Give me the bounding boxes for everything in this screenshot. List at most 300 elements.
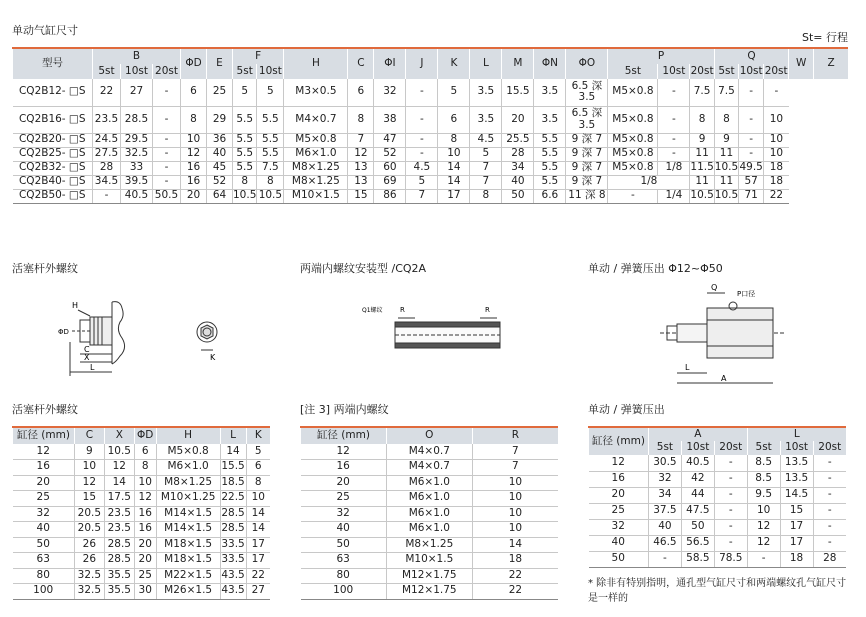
table-cell: 8	[257, 175, 284, 189]
table-cell: 43.5	[220, 584, 246, 600]
table-cell: 6.5 深 3.5	[566, 79, 608, 106]
table-cell: M22×1.5	[156, 568, 220, 584]
table-cell: -	[648, 551, 681, 567]
table-cell: 15.5	[502, 79, 534, 106]
header-L-5st: 5st	[747, 441, 780, 455]
table-cell: 32	[648, 471, 681, 487]
table-cell: M6×1.0	[284, 147, 348, 161]
table-cell: -	[714, 487, 747, 503]
table-cell: 42	[681, 471, 714, 487]
table-cell: 6.5 深 3.5	[566, 106, 608, 133]
stroke-note: St= 行程	[801, 31, 848, 44]
header-bore: 缸径 (mm)	[589, 427, 649, 455]
table-cell: 14	[246, 506, 270, 522]
header-A-20st: 20st	[714, 441, 747, 455]
header-L-10st: 10st	[780, 441, 813, 455]
table-cell: 71	[739, 189, 764, 203]
table-cell: 1/8	[658, 161, 690, 175]
table-cell: 32.5	[121, 147, 153, 161]
label-A: A	[721, 374, 727, 383]
table-cell: 32.5	[74, 568, 104, 584]
internal-thread-table	[300, 426, 558, 600]
table-row	[13, 522, 271, 538]
table-cell: 5	[233, 79, 257, 106]
table-cell: 100	[13, 584, 75, 600]
table-cell: 11.5	[690, 161, 714, 174]
table-cell: 50.5	[153, 189, 181, 203]
table-cell: 28.5	[104, 553, 134, 569]
table-cell: -	[739, 133, 764, 147]
table-cell: 14.5	[780, 487, 813, 503]
table-cell: 10	[438, 147, 470, 161]
table-cell: 1/4	[658, 189, 690, 203]
table-row	[301, 460, 559, 476]
table-cell: 20	[301, 475, 387, 491]
table-row	[13, 189, 849, 203]
table-cell: -	[739, 79, 764, 106]
table-cell: -	[813, 487, 846, 503]
table-cell: 24.5	[93, 133, 121, 147]
table-cell: -	[747, 551, 780, 567]
table-header: H	[156, 427, 220, 444]
header-K: K	[438, 48, 470, 79]
table-cell: 14	[438, 161, 470, 175]
table-cell: 8	[134, 460, 156, 476]
table-cell: 5	[246, 444, 270, 460]
table-cell: 17.5	[104, 491, 134, 507]
table-cell: M5×0.8	[608, 133, 658, 147]
header-Q-10st: 10st	[739, 64, 764, 79]
table-cell: 50	[681, 519, 714, 535]
table-cell: 25	[301, 491, 387, 507]
table-cell: CQ2B40- □S	[13, 175, 93, 189]
table-cell: -	[658, 106, 690, 133]
main-title: 单动气缸尺寸	[12, 24, 78, 37]
label-H: H	[72, 301, 79, 310]
table-cell: 16	[181, 175, 207, 189]
table-cell: 40	[13, 522, 75, 538]
table-row	[301, 584, 559, 600]
table-cell: 10.5	[714, 161, 739, 174]
table-cell: M6×1.0	[386, 475, 472, 491]
table-cell: 34.5	[93, 175, 121, 189]
table-cell: -	[714, 519, 747, 535]
table-cell: 7	[348, 133, 374, 147]
table-cell: 13.5	[780, 455, 813, 471]
table-cell: 10	[472, 475, 558, 491]
table-cell: -	[813, 455, 846, 471]
label-D: ΦD	[58, 328, 69, 336]
table-cell: 12	[747, 535, 780, 551]
table-cell: 35.5	[104, 584, 134, 600]
table-cell: 12	[13, 444, 75, 460]
table-cell: 32	[301, 506, 387, 522]
table-cell: -	[153, 133, 181, 147]
table-cell: M8×1.25	[284, 175, 348, 189]
table-row	[589, 519, 847, 535]
table-cell: 39.5	[121, 175, 153, 189]
table-cell: M14×1.5	[156, 522, 220, 538]
header-Q-5st: 5st	[714, 64, 738, 79]
table-cell: 35.5	[104, 568, 134, 584]
table-row	[13, 537, 271, 553]
table-row	[13, 79, 849, 106]
table-row	[301, 553, 559, 569]
table-cell: 40.5	[681, 455, 714, 471]
table-cell: 100	[301, 584, 387, 600]
section-title-rod-thread: 活塞杆外螺纹	[12, 262, 78, 275]
table-cell: 7	[406, 189, 438, 203]
table3-title: 单动 / 弹簧压出	[588, 403, 665, 416]
table-cell: 50	[13, 537, 75, 553]
table-cell: M8×1.25	[386, 537, 472, 553]
table-cell: M6×1.0	[156, 460, 220, 476]
table-cell: 13	[348, 175, 374, 189]
table-cell: -	[153, 79, 181, 106]
table-cell: M10×1.25	[156, 491, 220, 507]
table-row	[301, 537, 559, 553]
table-cell: 69	[374, 175, 406, 189]
table-cell: M12×1.75	[386, 584, 472, 600]
table-cell: 5.5	[233, 106, 257, 133]
table-cell: 40.5	[121, 189, 153, 203]
table-cell: 7.5	[714, 79, 738, 106]
table-cell: 18	[764, 175, 789, 189]
header-P-5st: 5st	[608, 64, 658, 79]
table-cell: M5×0.8	[284, 133, 348, 147]
table-cell: 8	[181, 106, 207, 133]
table-header: 缸径 (mm)	[13, 427, 75, 444]
table-cell: 34	[502, 161, 534, 175]
table-cell: 9 深 7	[566, 147, 608, 161]
table-cell: 28.5	[220, 506, 246, 522]
table-cell: 28	[813, 551, 846, 567]
table-cell: 40	[502, 175, 534, 189]
table-cell: 18	[764, 161, 789, 175]
table-cell: M4×0.7	[386, 444, 472, 460]
table-cell: 5.5	[534, 147, 566, 161]
table-cell: 4.5	[406, 161, 438, 175]
table-row	[13, 147, 849, 161]
table-cell: 5.5	[257, 106, 284, 133]
table-cell: 43.5	[220, 568, 246, 584]
header-F-10st: 10st	[257, 64, 284, 79]
table-cell: M6×1.0	[386, 522, 472, 538]
table-row	[589, 503, 847, 519]
table-cell: 15	[780, 503, 813, 519]
table-cell: 22	[472, 568, 558, 584]
table-header: X	[104, 427, 134, 444]
table-cell: -	[714, 503, 747, 519]
table-cell: CQ2B12- □S	[13, 79, 93, 106]
table-cell: 8.5	[747, 455, 780, 471]
table-cell: 26	[74, 553, 104, 569]
table-cell: 22	[93, 79, 121, 106]
table-row	[301, 475, 559, 491]
table-cell: 6	[246, 460, 270, 476]
table-cell: M8×1.25	[156, 475, 220, 491]
table-cell: 28.5	[220, 522, 246, 538]
table-cell: 10.5	[714, 189, 739, 202]
table-cell: 60	[374, 161, 406, 175]
table-row	[589, 551, 847, 567]
table-cell: 14	[220, 444, 246, 460]
table-cell: 58.5	[681, 551, 714, 567]
table-row	[13, 475, 271, 491]
header-D: ΦD	[181, 48, 207, 79]
table-cell: 6.6	[534, 189, 566, 203]
table-header: O	[386, 427, 472, 444]
table-cell: 8	[714, 106, 738, 133]
table1-title: 活塞杆外螺纹	[12, 403, 78, 416]
header-H: H	[284, 48, 348, 79]
table-cell: 33	[121, 161, 153, 175]
table-cell: -	[658, 79, 690, 106]
table-row	[589, 535, 847, 551]
table-row	[13, 161, 849, 175]
table-cell: 36	[207, 133, 233, 147]
label-Q: Q	[711, 283, 718, 292]
table-cell: 56.5	[681, 535, 714, 551]
table-cell: M26×1.5	[156, 584, 220, 600]
table-cell: 32	[589, 519, 649, 535]
table-cell: M3×0.5	[284, 79, 348, 106]
table-cell: 12	[747, 519, 780, 535]
table-cell: 22	[472, 584, 558, 600]
table-cell: 50	[502, 189, 534, 203]
label-L: L	[90, 363, 95, 372]
table-cell: 28.5	[121, 106, 153, 133]
table-cell: 3.5	[534, 106, 566, 133]
table-cell: 18.5	[220, 475, 246, 491]
header-B-20st: 20st	[153, 64, 181, 79]
table-cell: 16	[181, 161, 207, 175]
table-row	[13, 568, 271, 584]
label-X: X	[84, 353, 90, 362]
table-cell: -	[153, 161, 181, 175]
table-cell: M5×0.8	[608, 161, 658, 175]
table-cell: 5	[438, 79, 470, 106]
table-row	[301, 506, 559, 522]
table-cell: 22	[246, 568, 270, 584]
rod-thread-table	[12, 426, 270, 600]
table-cell: 5.5	[257, 147, 284, 161]
table-cell: 8	[246, 475, 270, 491]
table-cell: 6	[134, 444, 156, 460]
table-cell: -	[714, 455, 747, 471]
table-cell: 23.5	[104, 522, 134, 538]
label-P-port: P口径	[737, 290, 756, 298]
table-row	[13, 460, 271, 476]
table-header: R	[472, 427, 558, 444]
table-cell: 17	[780, 535, 813, 551]
table-cell: 8	[348, 106, 374, 133]
table-cell: -	[153, 106, 181, 133]
table-cell: 10.5	[104, 444, 134, 460]
table-cell: 78.5	[714, 551, 747, 567]
table-cell: 22.5	[220, 491, 246, 507]
table-cell: -	[813, 519, 846, 535]
table-cell: 80	[13, 568, 75, 584]
table-row	[13, 553, 271, 569]
table-cell: 7	[470, 161, 502, 175]
table-cell: 12	[181, 147, 207, 161]
table-row	[589, 471, 847, 487]
table-cell: 15	[348, 189, 374, 203]
table-header: L	[220, 427, 246, 444]
table-cell: 50	[301, 537, 387, 553]
table-cell: 9.5	[747, 487, 780, 503]
table-cell: 40	[648, 519, 681, 535]
table-row	[301, 491, 559, 507]
table-cell: -	[93, 189, 121, 203]
header-B: B	[93, 48, 181, 64]
table-cell: 8	[690, 106, 714, 133]
table-cell: M8×1.25	[284, 161, 348, 175]
table-cell: 33.5	[220, 537, 246, 553]
table-cell: 20	[134, 553, 156, 569]
header-P: P	[608, 48, 714, 64]
table-cell: 17	[780, 519, 813, 535]
table-cell: 5	[470, 147, 502, 161]
table-cell: -	[764, 79, 789, 106]
table-cell: 10	[764, 133, 789, 147]
table-cell: 30	[134, 584, 156, 600]
table-cell: 11	[714, 147, 738, 161]
table-cell: 8	[470, 189, 502, 203]
table-cell: 12	[301, 444, 387, 460]
table-cell: 16	[301, 460, 387, 476]
table-cell: 10	[472, 522, 558, 538]
table-cell: 23.5	[93, 106, 121, 133]
table-cell: M6×1.0	[386, 491, 472, 507]
table-cell: 1/8	[608, 175, 690, 189]
table-cell: M18×1.5	[156, 537, 220, 553]
table-cell: 11	[714, 175, 738, 189]
table-cell: 6	[438, 106, 470, 133]
table-cell: 63	[13, 553, 75, 569]
table-cell: 63	[301, 553, 387, 569]
table-cell: 12	[74, 475, 104, 491]
main-dimension-table	[12, 47, 848, 204]
table-cell: 32.5	[74, 584, 104, 600]
table-cell: 64	[207, 189, 233, 203]
table-row	[13, 506, 271, 522]
table-cell: 17	[246, 553, 270, 569]
table-cell: 29.5	[121, 133, 153, 147]
table-cell: -	[714, 535, 747, 551]
table-cell: 16	[134, 506, 156, 522]
table-cell: 3.5	[534, 79, 566, 106]
table-cell: 32	[374, 79, 406, 106]
table-cell: 9	[74, 444, 104, 460]
table-cell: 20	[134, 537, 156, 553]
header-L-20st: 20st	[813, 441, 846, 455]
table-cell: 50	[589, 551, 649, 567]
table-cell: -	[406, 106, 438, 133]
header-M: M	[502, 48, 534, 79]
table-cell: 10	[472, 491, 558, 507]
table-cell: -	[153, 147, 181, 161]
header-A-10st: 10st	[681, 441, 714, 455]
table-cell: 27.5	[93, 147, 121, 161]
table-cell: 5.5	[534, 161, 566, 175]
table-cell: 47	[374, 133, 406, 147]
header-B-10st: 10st	[121, 64, 153, 79]
table-cell: 5.5	[534, 175, 566, 189]
table-cell: 12	[589, 455, 649, 471]
table-cell: 3.5	[470, 79, 502, 106]
table-cell: CQ2B20- □S	[13, 133, 93, 147]
header-I: ΦI	[374, 48, 406, 79]
table-cell: 5.5	[257, 133, 284, 147]
spring-table	[588, 426, 846, 568]
table-header: C	[74, 427, 104, 444]
table-row	[301, 444, 559, 460]
table-cell: 57	[739, 175, 764, 189]
table-cell: -	[406, 133, 438, 147]
table-cell: 7.5	[257, 161, 284, 175]
table-cell: -	[813, 535, 846, 551]
table-cell: 10	[246, 491, 270, 507]
table-cell: M5×0.8	[608, 79, 658, 106]
table-cell: 12	[104, 460, 134, 476]
table-cell: 5.5	[534, 133, 566, 147]
table-cell: 23.5	[104, 506, 134, 522]
header-Z: Z	[814, 48, 848, 79]
header-F-5st: 5st	[233, 64, 257, 79]
table-cell: 33.5	[220, 553, 246, 569]
header-L: L	[747, 427, 846, 441]
table-cell: 10	[134, 475, 156, 491]
header-P-10st: 10st	[658, 64, 690, 79]
table-cell: 20	[13, 475, 75, 491]
table-cell: 3.5	[470, 106, 502, 133]
table-cell: 14	[438, 175, 470, 189]
table-cell: 11	[690, 175, 714, 189]
table-cell: 37.5	[648, 503, 681, 519]
table-cell: 52	[207, 175, 233, 189]
table-cell: 20.5	[74, 522, 104, 538]
table-cell: 27	[246, 584, 270, 600]
table-cell: 10.5	[690, 189, 714, 202]
table-cell: 18	[472, 553, 558, 569]
table-cell: -	[153, 175, 181, 189]
table-cell: 4.5	[470, 133, 502, 147]
table-cell: 15.5	[220, 460, 246, 476]
table-row	[13, 106, 849, 133]
table-cell: 10	[764, 147, 789, 161]
table-cell: 38	[374, 106, 406, 133]
table-cell: 28	[502, 147, 534, 161]
table-cell: 5	[406, 175, 438, 189]
table2-title: [注 3] 两端内螺纹	[300, 403, 389, 416]
table-row	[13, 491, 271, 507]
table-cell: 29	[207, 106, 233, 133]
table-cell: 34	[648, 487, 681, 503]
table-cell: 17	[438, 189, 470, 203]
table-row	[13, 444, 271, 460]
table-cell: 10	[764, 106, 789, 133]
table-cell: 10	[74, 460, 104, 476]
table-cell: M10×1.5	[284, 189, 348, 203]
table-cell: -	[658, 133, 690, 147]
table-row	[589, 487, 847, 503]
table-cell: 44	[681, 487, 714, 503]
table-cell: 40	[301, 522, 387, 538]
table-cell: 5.5	[233, 147, 257, 161]
table-cell: -	[714, 471, 747, 487]
